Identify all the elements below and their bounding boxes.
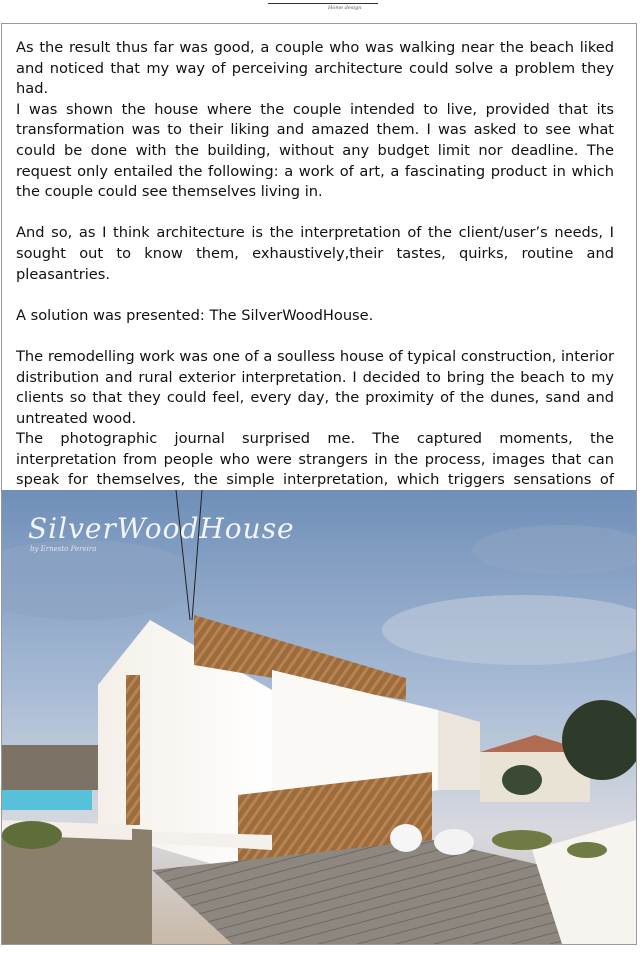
- photo-watermark: [28, 512, 295, 553]
- paragraph-1: As the result thus far was good, a couple who was walking near the beach liked and noticed that my way of perceiving architecture could solve a problem they had. I was shown the house where the couple intended to live, provided that its transformation was to their liking and amazed them. I was asked to see what could be done with the building, without any budget limit nor deadline. The request only entailed the following: a work of art, a fascinating product in which the couple could see themselves living in.: [16, 39, 614, 201]
- header-logo: [262, 0, 382, 14]
- logo-rule: [268, 3, 378, 4]
- page-frame: [1, 23, 637, 945]
- watermark-title: SilverWoodHouse: [28, 512, 295, 545]
- house-illustration: [2, 490, 636, 944]
- paragraph-3: A solution was presented: The SilverWoodHouse.: [16, 306, 374, 324]
- house-photo: [2, 490, 636, 944]
- paragraph-4: The remodelling work was one of a soulless house of typical construction, interior distribution and rural exterior interpretation. I decided to bring the beach to my clients so that they could feel, every day, the proximity of the dunes, sand and untreated wood. The photographic journal surprised me. The captured moments, the interpretation from people who were strangers in the process, images that can speak for themselves, the simple interpretation, which triggers sensations of: [16, 347, 614, 489]
- logo-caption: Home design: [328, 5, 362, 11]
- paragraph-2: And so, as I think architecture is the interpretation of the client/user’s needs, I sought out to know them, exhaustively,their tastes, quirks, routine and pleasantries.: [16, 224, 614, 283]
- watermark-subtitle: by Ernesto Pereira: [30, 545, 97, 553]
- article-text: [16, 38, 614, 532]
